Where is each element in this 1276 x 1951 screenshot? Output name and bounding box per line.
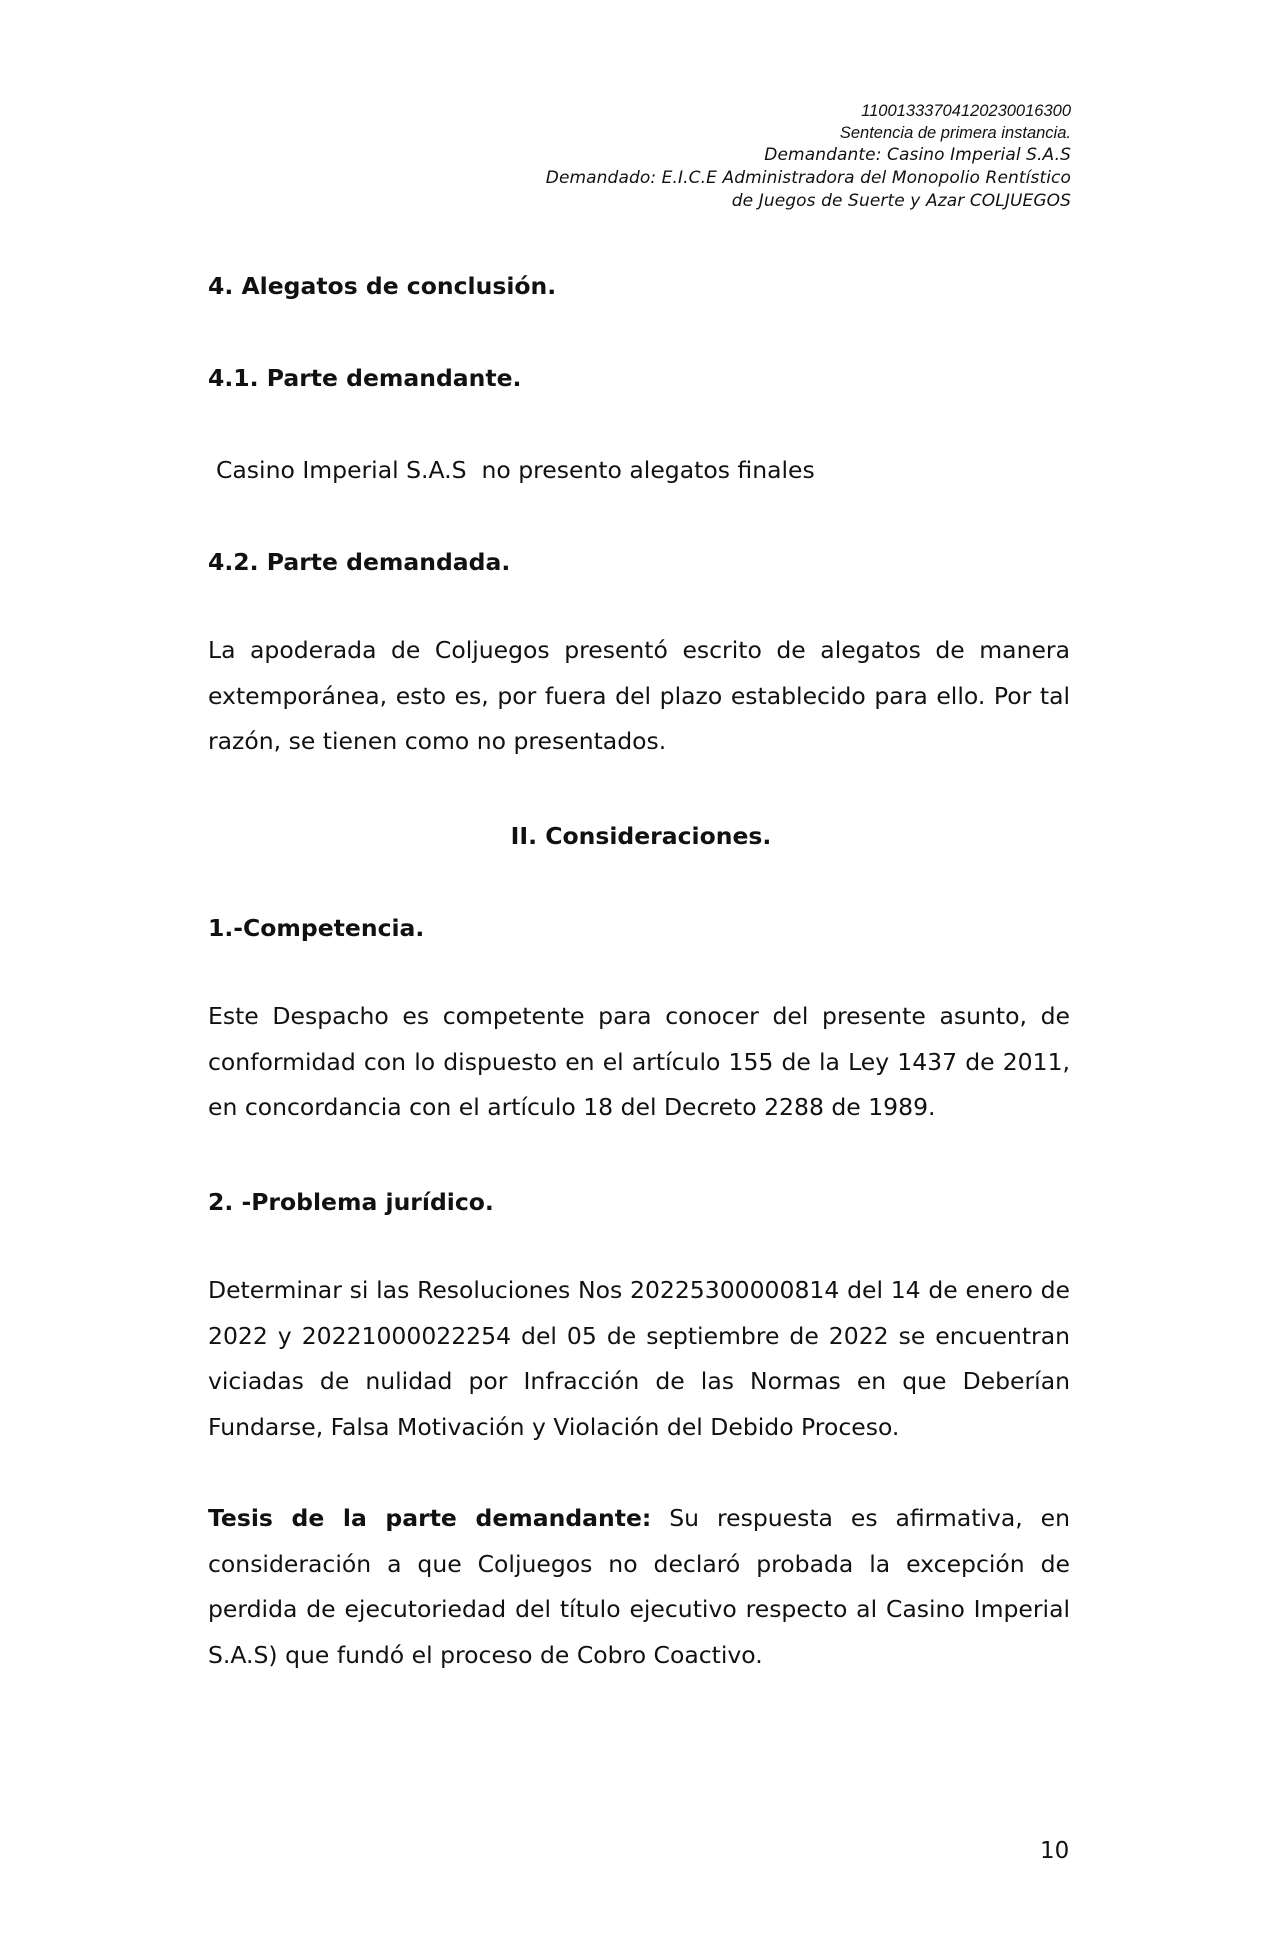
heading-competencia: 1.-Competencia. — [208, 914, 425, 942]
heading-problema-juridico: 2. -Problema jurídico. — [208, 1188, 494, 1216]
defendant-line-1: Demandado: E.I.C.E Administradora del Monopolio Rentístico — [545, 168, 1071, 188]
demandante-paragraph: Casino Imperial S.A.S no presento alegatos finales — [216, 456, 815, 484]
problema-paragraph: Determinar si las Resoluciones Nos 20225300000814 del 14 de enero de 2022 y 20221000022254 del 05 de septiembre de 2022 se encuentran viciadas de nulidad por Infracción de las Normas en que Deberían Fundarse, Falsa Motivación y Violación del Debido Proceso. — [208, 1276, 1070, 1441]
tesis-text: Su respuesta es afirmativa, en consideración a que Coljuegos no declaró probada la excepción de perdida de ejecutoriedad del título ejecutivo respecto al Casino Imperial S.A.S) que fundó el proceso de Cobro Coactivo. — [208, 1504, 1071, 1669]
heading-parte-demandada: 4.2. Parte demandada. — [208, 548, 511, 576]
case-number: 11001333704120230016300 — [861, 102, 1071, 120]
competencia-paragraph: Este Despacho es competente para conocer del presente asunto, de conformidad con lo dispuesto en el artículo 155 de la Ley 1437 de 2011, en concordancia con el artículo 18 del Decreto 2288 de 1989. — [208, 1002, 1070, 1121]
heading-parte-demandante: 4.1. Parte demandante. — [208, 364, 522, 392]
tesis-paragraph — [208, 1496, 1070, 1678]
document-type: Sentencia de primera instancia. — [839, 124, 1071, 142]
defendant-line-2: de Juegos de Suerte y Azar COLJUEGOS — [731, 191, 1071, 211]
plaintiff-line: Demandante: Casino Imperial S.A.S — [764, 145, 1071, 165]
page-header — [546, 100, 1071, 213]
tesis-label: Tesis de la parte demandante: — [208, 1504, 652, 1532]
page-number: 10 — [1040, 1838, 1070, 1864]
heading-alegatos: 4. Alegatos de conclusión. — [208, 272, 557, 300]
heading-consideraciones: II. Consideraciones. — [510, 822, 772, 850]
demandada-paragraph: La apoderada de Coljuegos presentó escrito de alegatos de manera extemporánea, esto es, por fuera del plazo establecido para ello. Por tal razón, se tienen como no presentados. — [208, 636, 1070, 755]
